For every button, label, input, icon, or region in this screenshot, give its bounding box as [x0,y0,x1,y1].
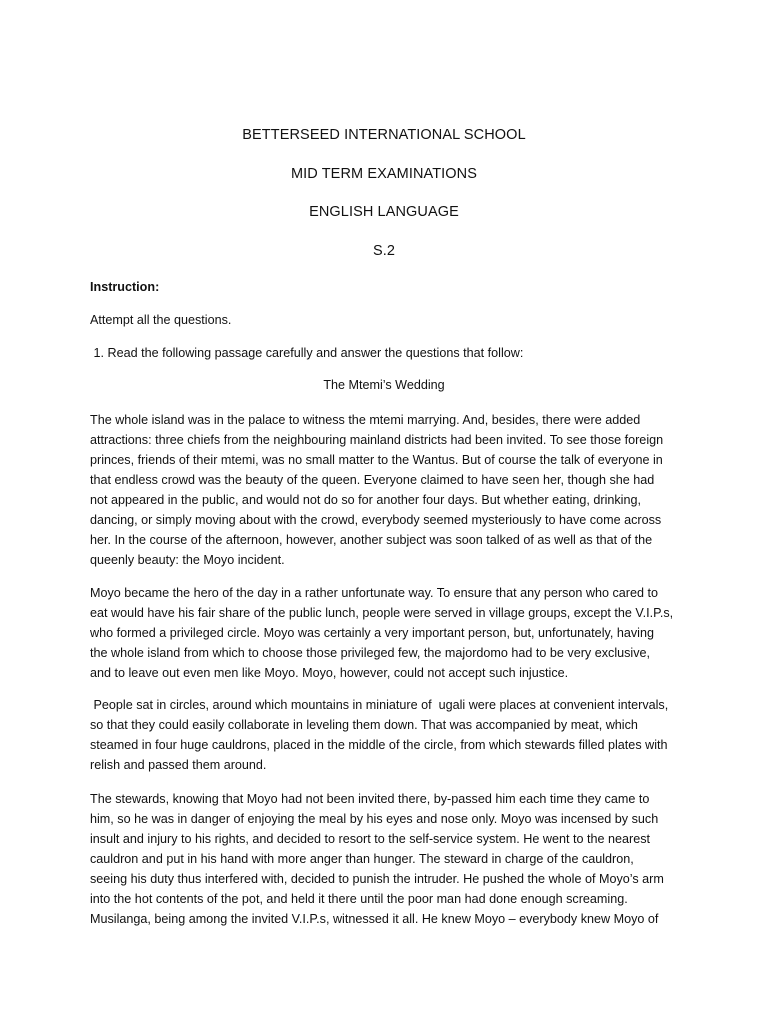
paragraph-4 [90,789,680,929]
passage-title: The Mtemi’s Wedding [323,378,445,392]
paragraph-1 [90,410,680,570]
question-1: 1. Read the following passage carefully and answer the questions that follow: [90,346,524,360]
paragraph-line: relish and passed them around. [90,758,267,772]
paragraph-line: seeing his duty thus interfered with, decided to punish the intruder. He pushed the whole of Moyo’s arm [90,872,664,886]
paragraph-line: The whole island was in the palace to witness the mtemi marrying. And, besides, there were added [90,413,641,427]
paragraph-line: steamed in four huge cauldrons, placed in the middle of the circle, from which stewards filled plates with [90,738,668,752]
paragraph-line: and to leave out even men like Moyo. Moyo, however, could not accept such injustice. [90,666,569,680]
paragraph-line: that endless crowd was the beauty of the queen. Everyone claimed to have seen her, though she had [90,473,655,487]
paragraph-line: attractions: three chiefs from the neighbouring mainland districts had been invited. To see those foreign [90,433,664,447]
paragraph-line: dancing, or simply moving about with the crowd, everybody seemed mysteriously to have come across [90,513,662,527]
paragraph-line: her. In the course of the afternoon, however, another subject was soon talked of as well as that of the [90,533,653,547]
instruction-label: Instruction: [90,280,160,294]
subject-title: ENGLISH LANGUAGE [309,204,459,220]
exam-title: MID TERM EXAMINATIONS [290,166,478,182]
paragraph-line: cauldron and put in his hand with more anger than hunger. The steward in charge of the cauldron, [90,852,634,866]
paragraph-line: princes, friends of their mtemi, was no small matter to the Wantus. But of course the talk of everyone in [90,453,663,467]
paragraph-3 [90,695,680,775]
paragraph-line: eat would have his fair share of the public lunch, people were served in village groups, except the V.I.P.s, [90,606,674,620]
instruction-text: Attempt all the questions. [90,313,232,327]
paragraph-line: into the hot contents of the pot, and held it there until the poor man had done enough screaming. [90,892,628,906]
paragraph-line: Musilanga, being among the invited V.I.P.s, witnessed it all. He knew Moyo – everybody knew Moyo of [90,912,659,926]
school-name: BETTERSEED INTERNATIONAL SCHOOL [242,127,526,143]
class-label: S.2 [372,243,396,259]
paragraph-line: queenly beauty: the Moyo incident. [90,553,285,567]
paragraph-line: him, so he was in danger of enjoying the meal by his eyes and nose only. Moyo was incensed by such [90,812,659,826]
paragraph-2 [90,583,680,683]
paragraph-line: who formed a privileged circle. Moyo was certainly a very important person, but, unfortunately, having [90,626,654,640]
paragraph-line: not appeared in the public, and would not do so for another four days. But whether eating, drinking, [90,493,641,507]
paragraph-line: People sat in circles, around which mountains in miniature of ugali were places at convenient intervals, [90,698,669,712]
paragraph-line: so that they could easily collaborate in leveling them down. That was accompanied by meat, which [90,718,638,732]
paragraph-line: insult and injury to his rights, and decided to resort to the self-service system. He went to the nearest [90,832,650,846]
paragraph-line: The stewards, knowing that Moyo had not been invited there, by-passed him each time they came to [90,792,650,806]
paragraph-line: the whole island from which to choose those privileged few, the majordomo had to be very exclusive, [90,646,651,660]
paragraph-line: Moyo became the hero of the day in a rather unfortunate way. To ensure that any person who cared to [90,586,658,600]
